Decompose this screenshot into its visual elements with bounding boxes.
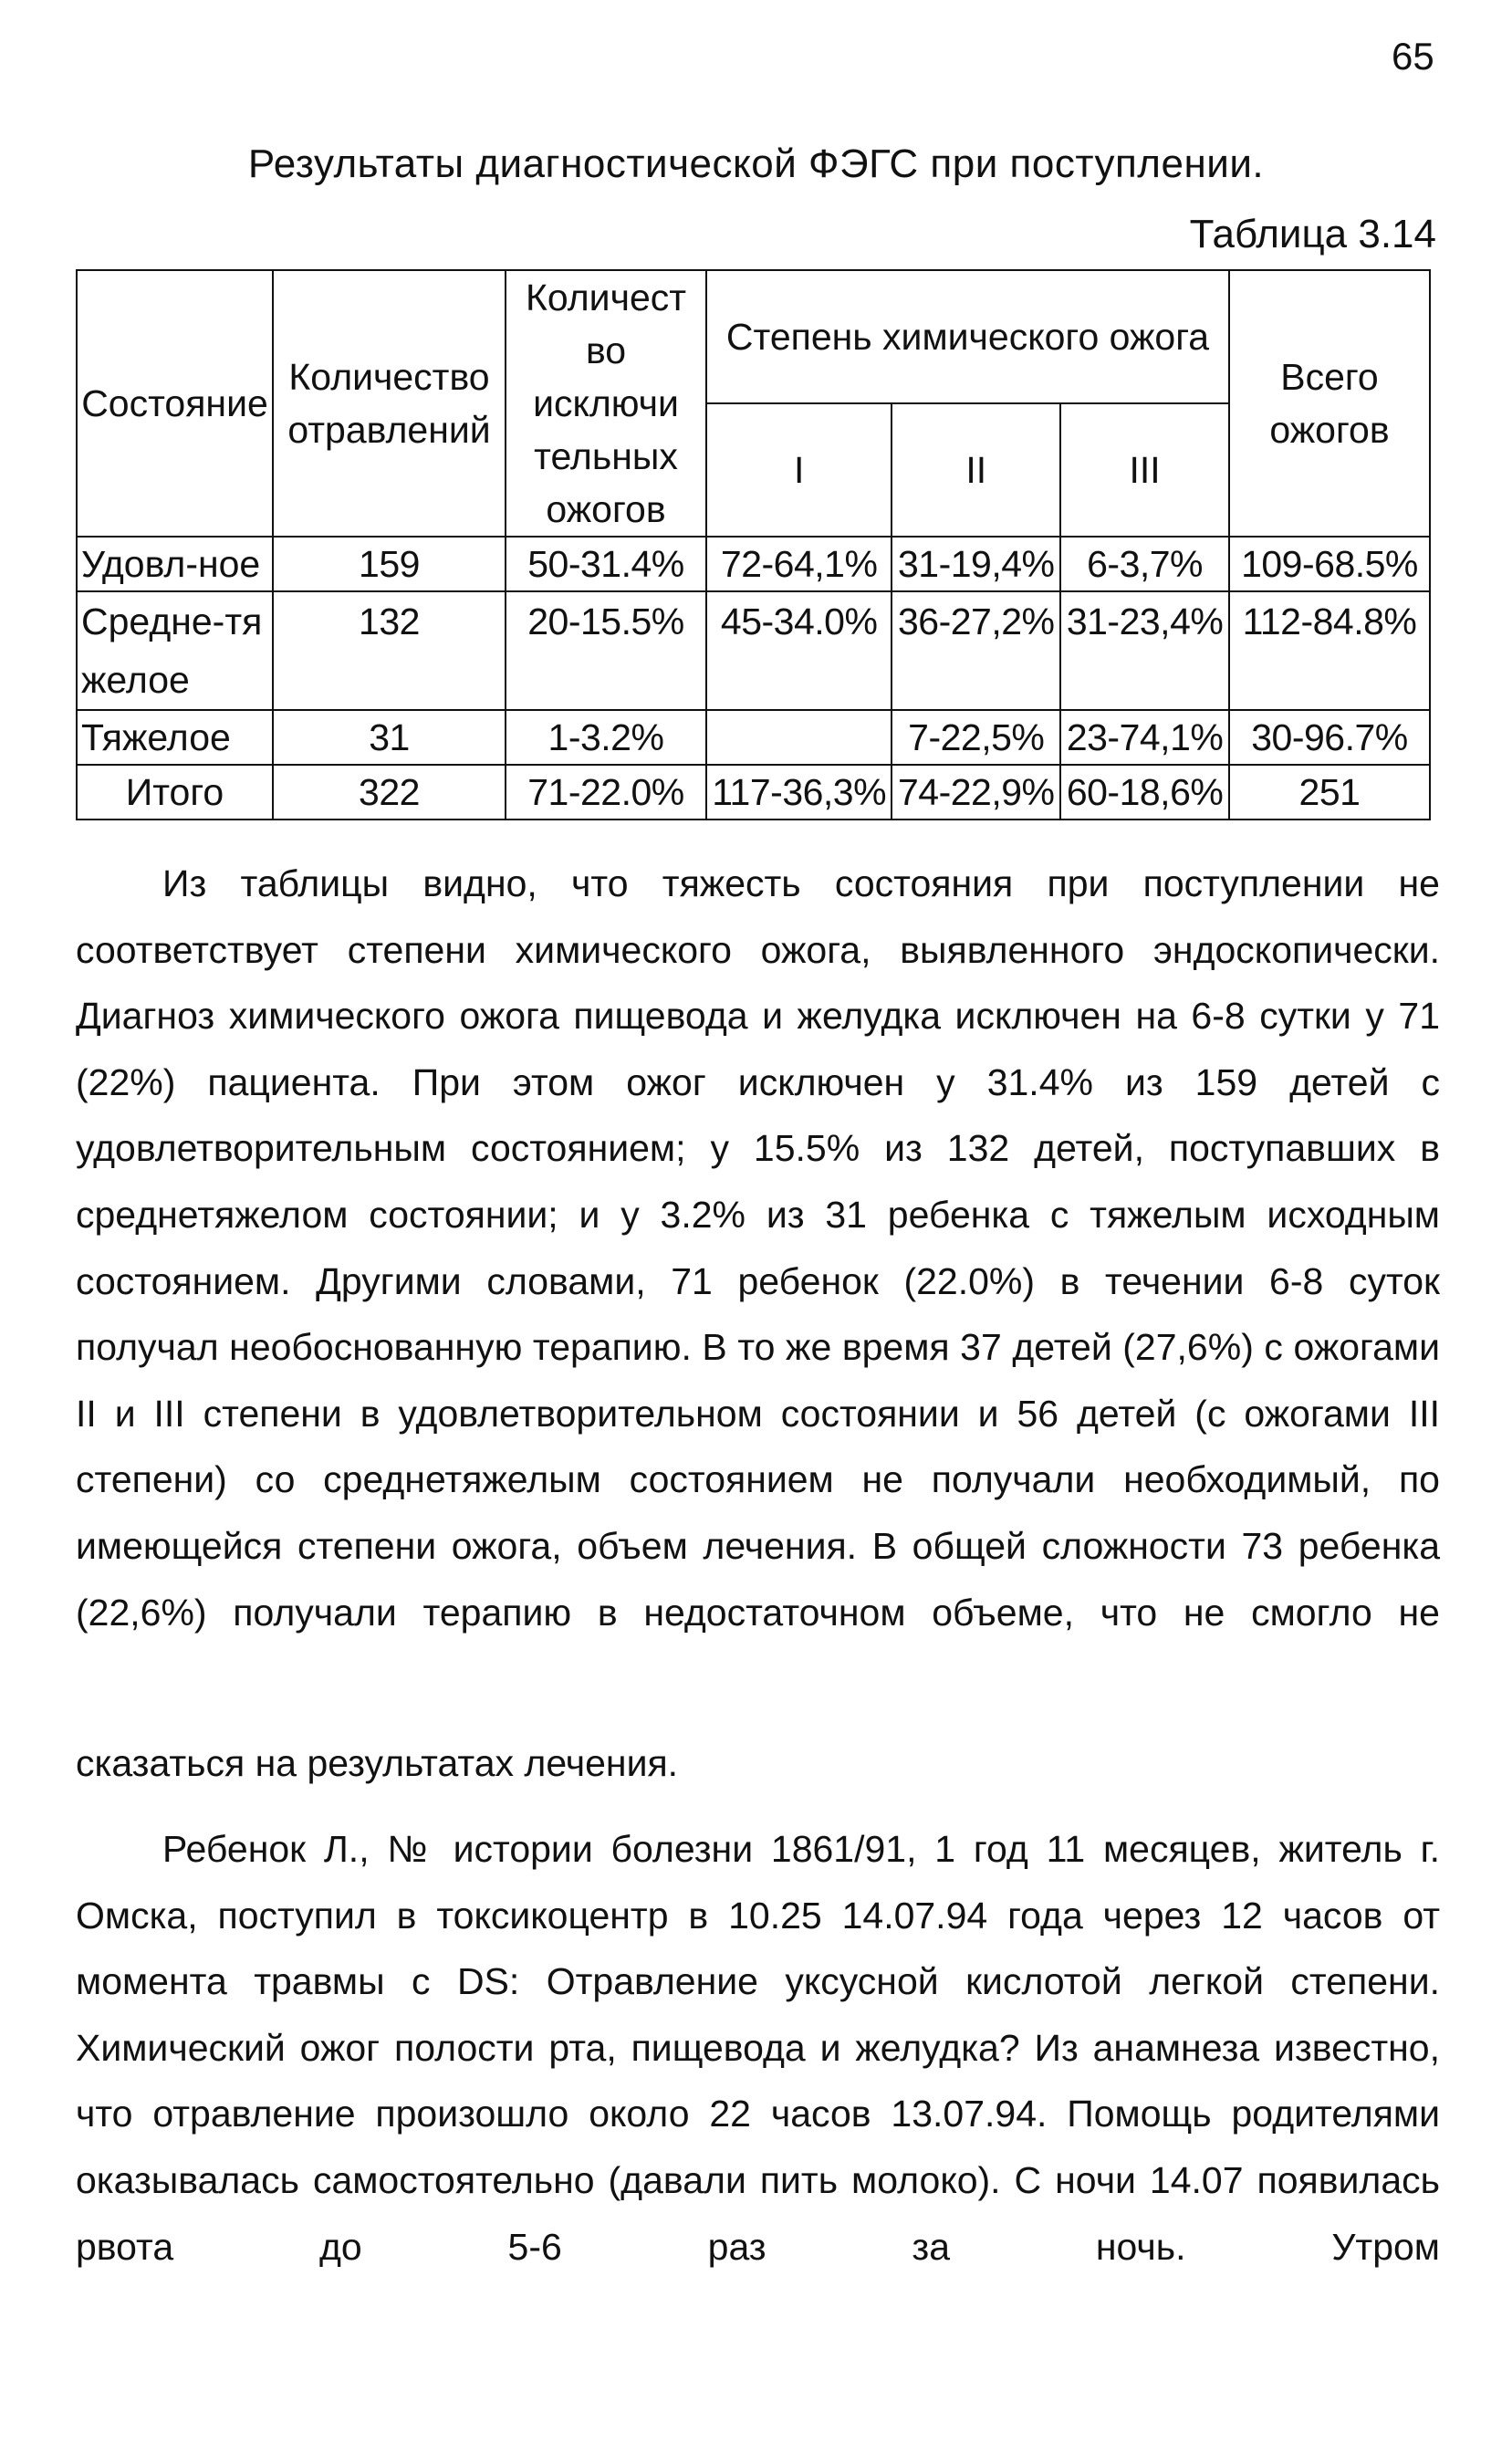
cell-degree-1: 72-64,1% — [706, 537, 892, 591]
cell-total: 112-84.8% — [1229, 591, 1430, 710]
paragraph-text: Из таблицы видно, что тяжесть состояния при поступлении не соответствует степени химического ожога, выявленного эндоскопически. Диагноз химического ожога пищевода и желудка исключен на 6-8 сутки у 71 (22%) пациента. При этом ожог исключен у 31.4% из 159 детей с удовлетворительным состоянием; у 15.5% из 132 детей, поступавших в среднетяжелом состоянии; и у 3.2% из 31 ребенка с тяжелым исходным состоянием. Другими словами, 71 ребенок (22.0%) в течении 6-8 суток получал необоснованную терапию. В то же время 37 детей (27,6%) с ожогами II и III степени в удовлетворительном состоянии и 56 детей (с ожогами III степени) со среднетяжелым состоянием не получали необходимый, по имеющейся степени ожога, объем лечения. В общей сложности 73 ребенка (22,6%) получали терапию в недостаточном объеме, что не смогло не — [76, 862, 1440, 1634]
header-degree: Степень химического ожога — [706, 270, 1229, 403]
table-row — [77, 591, 1430, 710]
header-state: Состояние — [77, 270, 273, 537]
cell-degree-3: 31-23,4% — [1060, 591, 1229, 710]
results-table — [76, 269, 1431, 820]
header-poisonings: Количество отравлений — [273, 270, 506, 537]
cell-count: 132 — [273, 591, 506, 710]
paragraph-text: Ребенок Л., № истории болезни 1861/91, 1 год 11 месяцев, житель г. Омска, поступил в токсикоцентр в 10.25 14.07.94 года через 12 часов от момента травмы с DS: Отравление уксусной кислотой легкой степени. Химический ожог полости рта, пищевода и желудка? Из анамнеза известно, что отравление произошло около 22 часов 13.07.94. Помощь родителями оказывалась самостоятельно (давали пить молоко). С ночи 14.07 появилась рвота до 5-6 раз за ночь. Утром — [76, 1828, 1440, 2268]
cell-total: 109-68.5% — [1229, 537, 1430, 591]
table-caption: Результаты диагностической ФЭГС при поступлении. — [247, 141, 1265, 186]
cell-total: 30-96.7% — [1229, 710, 1430, 765]
cell-excluded: 50-31.4% — [506, 537, 706, 591]
table-row — [77, 537, 1430, 591]
cell-degree-3: 60-18,6% — [1060, 765, 1229, 820]
body-paragraph — [76, 851, 1440, 1645]
page-number: 65 — [1392, 35, 1434, 78]
cell-degree-2: 74-22,9% — [892, 765, 1060, 820]
cell-state: Итого — [77, 765, 273, 820]
header-excluded: Количест во исключи тельных ожогов — [506, 270, 706, 537]
cell-degree-2: 7-22,5% — [892, 710, 1060, 765]
header-degree-2: II — [892, 403, 1060, 537]
table-row — [77, 710, 1430, 765]
cell-degree-1: 117-36,3% — [706, 765, 892, 820]
cell-degree-1: 45-34.0% — [706, 591, 892, 710]
cell-degree-3: 23-74,1% — [1060, 710, 1229, 765]
cell-degree-2: 36-27,2% — [892, 591, 1060, 710]
paragraph-text: сказаться на результатах лечения. — [76, 1742, 679, 1784]
body-paragraph-end — [76, 1730, 1440, 1797]
cell-state: Тяжелое — [77, 710, 273, 765]
table-number: Таблица 3.14 — [1189, 212, 1436, 256]
cell-degree-2: 31-19,4% — [892, 537, 1060, 591]
cell-excluded: 1-3.2% — [506, 710, 706, 765]
cell-degree-1 — [706, 710, 892, 765]
header-degree-1: I — [706, 403, 892, 537]
table-row — [77, 765, 1430, 820]
cell-excluded: 20-15.5% — [506, 591, 706, 710]
cell-degree-3: 6-3,7% — [1060, 537, 1229, 591]
header-degree-3: III — [1060, 403, 1229, 537]
cell-state: Средне-тяжелое — [77, 591, 273, 710]
cell-state: Удовл-ное — [77, 537, 273, 591]
cell-excluded: 71-22.0% — [506, 765, 706, 820]
cell-count: 322 — [273, 765, 506, 820]
header-total: Всего ожогов — [1229, 270, 1430, 537]
cell-total: 251 — [1229, 765, 1430, 820]
cell-count: 159 — [273, 537, 506, 591]
body-paragraph — [76, 1816, 1440, 2280]
cell-count: 31 — [273, 710, 506, 765]
